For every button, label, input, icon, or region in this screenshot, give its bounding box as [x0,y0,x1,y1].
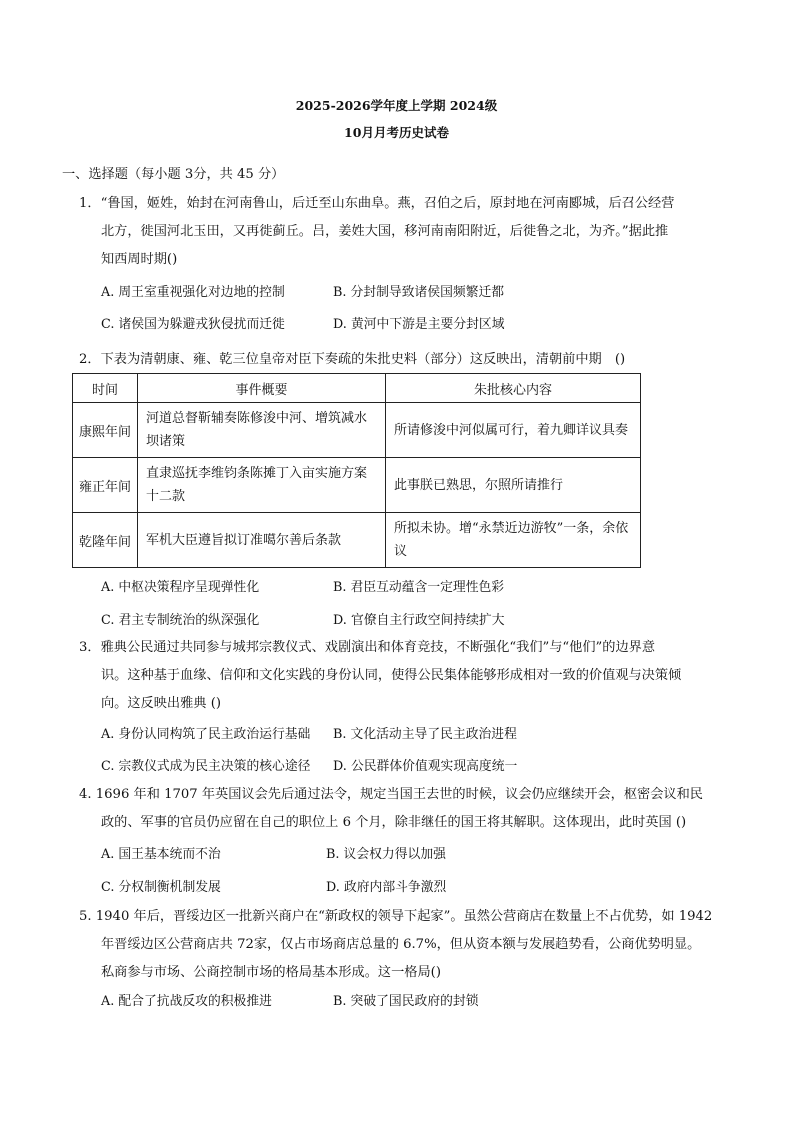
q5-option-b[interactable]: B. 突破了国民政府的封锁 [333,994,479,1009]
q2-table [72,373,641,568]
table-row [73,513,641,568]
table-cell-time: 乾隆年间 [73,513,138,568]
q4-option-d[interactable]: D. 政府内部斗争激烈 [326,880,447,895]
table-cell-event [138,403,386,458]
cell-text: 河道总督靳辅奏陈修浚中河、增筑减水坝诸策 [146,411,368,449]
exam-title: 10月月考历史试卷 [344,125,449,140]
q3-option-a[interactable]: A. 身份认同构筑了民主政治运行基础 [101,727,311,742]
q2-option-d[interactable]: D. 官僚自主行政空间持续扩大 [333,613,505,628]
table-header-event: 事件概要 [138,374,386,403]
q1-option-c[interactable]: C. 诸侯国为躲避戎狄侵扰而迁徙 [101,317,285,332]
q5-stem-line2: 年晋绥边区公营商店共 72家，仅占市场商店总量的 6.7%，但从资本额与发展趋势看，公商优势明显。 [101,937,701,952]
q4-option-a[interactable]: A. 国王基本统而不治 [101,847,221,862]
cell-text: 此事朕已熟思，尔照所请推行 [394,477,564,493]
section-title: 一、选择题（每小题 3分，共 45 分） [62,167,285,182]
q4-stem-line2: 政的、军事的官员仍应留在自己的职位上 6 个月，除非继任的国王将其解职。这体现出，此时英国 () [101,815,687,830]
q2-option-b[interactable]: B. 君臣互动蕴含一定理性色彩 [333,580,505,595]
q5-stem-line3: 私商参与市场、公商控制市场的格局基本形成。这一格局() [101,965,441,980]
cell-text: 所请修浚中河似属可行，着九卿详议具奏 [394,422,629,438]
q1-stem-line2: 北方，徙国河北玉田，又再徙蓟丘。吕，姜姓大国，移河南南阳附近，后徙鲁之北，为齐。”据此推 [101,224,669,239]
cell-text: 直隶巡抚李维钧条陈摊丁入亩实施方案十二款 [146,466,368,504]
table-cell-comment [386,513,641,568]
q5-stem-line1: 5. 1940 年后，晋绥边区一批新兴商户在“新政权的领导下起家”。虽然公营商店在数量上不占优势，如 1942 [79,909,713,924]
q2-stem: 2．下表为清朝康、雍、乾三位皇帝对臣下奏疏的朱批史料（部分）这反映出，清朝前中期 () [79,352,626,367]
q3-option-c[interactable]: C. 宗教仪式成为民主决策的核心途径 [101,759,311,774]
q1-option-d[interactable]: D. 黄河中下游是主要分封区域 [333,317,505,332]
q1-stem-line1: 1．“鲁国，姬姓，始封在河南鲁山，后迁至山东曲阜。燕，召伯之后，原封地在河南郾城，后召公经营 [79,196,675,211]
table-cell-comment [386,403,641,458]
q1-option-b[interactable]: B. 分封制导致诸侯国频繁迁都 [333,285,505,300]
cell-text: 所拟未协。增“永禁近边游牧”一条，余依议 [394,521,629,559]
q3-stem-line2: 识。这种基于血缘、信仰和文化实践的身份认同，使得公民集体能够形成相对一致的价值观与决策倾 [101,668,682,683]
table-cell-comment [386,458,641,513]
table-cell-time: 雍正年间 [73,458,138,513]
q3-option-b[interactable]: B. 文化活动主导了民主政治进程 [333,727,517,742]
exam-header-line1: 2025-2026学年度上学期 2024级 [295,98,498,113]
table-cell-event [138,458,386,513]
q4-option-b[interactable]: B. 议会权力得以加强 [326,847,446,862]
q4-option-c[interactable]: C. 分权制衡机制发展 [101,880,221,895]
q2-option-c[interactable]: C. 君主专制统治的纵深强化 [101,613,260,628]
table-header-time: 时间 [73,374,138,403]
table-cell-event [138,513,386,568]
q1-stem-line3: 知西周时期() [101,252,178,267]
q3-option-d[interactable]: D. 公民群体价值观实现高度统一 [333,759,518,774]
q3-stem-line1: 3．雅典公民通过共同参与城邦宗教仪式、戏剧演出和体育竞技，不断强化“我们”与“他们”的边界意 [79,640,656,655]
q3-stem-line3: 向。这反映出雅典 () [101,696,221,711]
table-row [73,403,641,458]
table-header-comment: 朱批核心内容 [386,374,641,403]
q1-option-a[interactable]: A. 周王室重视强化对边地的控制 [101,285,285,300]
table-cell-time: 康熙年间 [73,403,138,458]
cell-text: 军机大臣遵旨拟订准噶尔善后条款 [146,532,342,548]
q2-option-a[interactable]: A. 中枢决策程序呈现弹性化 [101,580,260,595]
table-header-row [73,374,641,403]
q4-stem-line1: 4. 1696 年和 1707 年英国议会先后通过法令，规定当国王去世的时候，议会仍应继续开会，枢密会议和民 [79,787,703,802]
table-row [73,458,641,513]
q5-option-a[interactable]: A. 配合了抗战反攻的积极推进 [101,994,272,1009]
